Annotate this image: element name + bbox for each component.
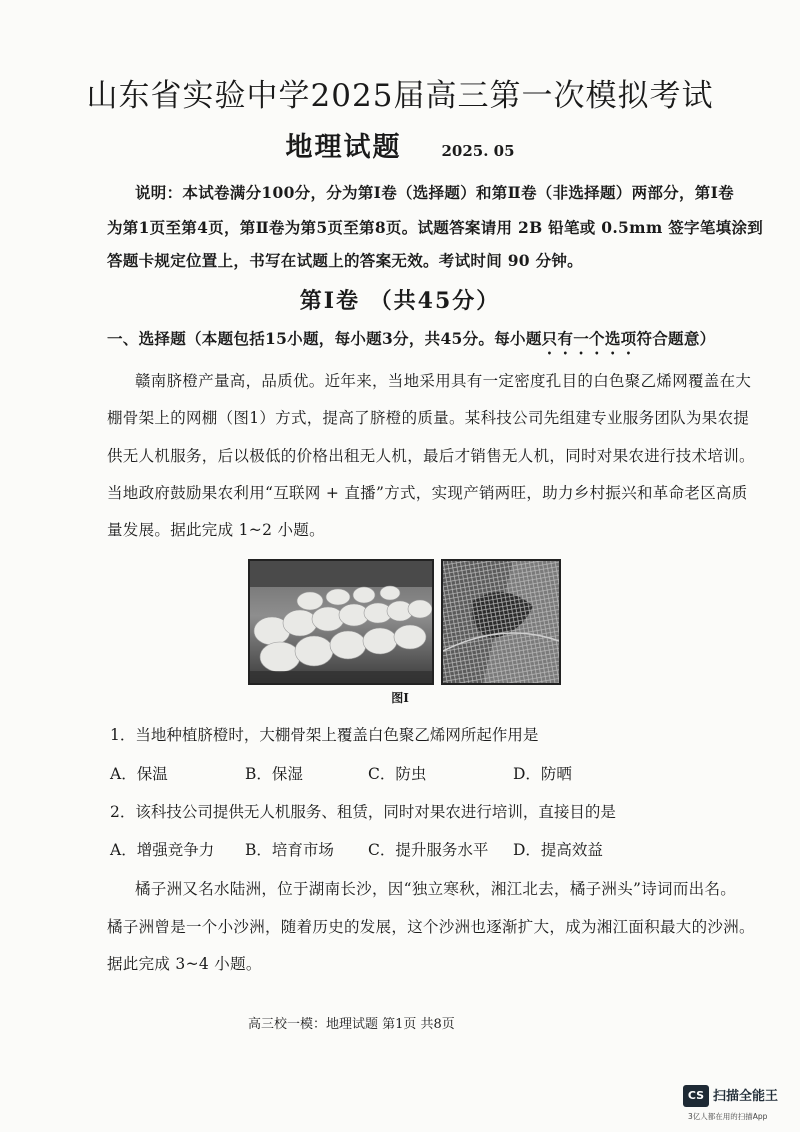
- question-2-stem: 2．该科技公司提供无人机服务、租赁，同时对果农进行培训，直接目的是: [110, 803, 616, 821]
- net-closeup-photo: [441, 559, 561, 685]
- passage2-line-2: 橘子洲曾是一个小沙洲，随着历史的发展，这个沙洲也逐渐扩大，成为湘江面积最大的沙洲。: [107, 918, 755, 936]
- page-footer: 高三校一模：地理试题 第1页 共8页: [248, 1017, 455, 1032]
- instructions-line-3: 答题卡规定位置上，书写在试题上的答案无效。考试时间 90 分钟。: [107, 251, 583, 270]
- question-1-option-c: C．防虫: [368, 765, 427, 783]
- question-1-option-d: D．防晒: [513, 765, 572, 783]
- section-heading-suffix: 符合题意）: [636, 329, 716, 348]
- passage1-line-2: 棚骨架上的网棚（图1）方式，提高了脐橙的质量。某科技公司先组建专业服务团队为果农提: [107, 409, 750, 427]
- passage2-line-3: 据此完成 3~4 小题。: [107, 955, 262, 973]
- passage1-line-1: 赣南脐橙产量高，品质优。近年来，当地采用具有一定密度孔目的白色聚乙烯网覆盖在大: [135, 372, 752, 390]
- question-1-option-a: A．保温: [110, 765, 168, 783]
- scanner-logo: CS: [683, 1085, 709, 1107]
- instructions-line-1: 说明：本试卷满分100分，分为第Ⅰ卷（选择题）和第Ⅱ卷（非选择题）两部分，第Ⅰ卷: [135, 183, 734, 202]
- question-2-option-c: C．提升服务水平: [368, 841, 489, 859]
- passage1-line-4: 当地政府鼓励果农利用“互联网 + 直播”方式，实现产销两旺，助力乡村振兴和革命老区高质: [107, 484, 748, 502]
- question-2-option-a: A．增强竞争力: [110, 841, 215, 859]
- subject-row: [0, 125, 800, 164]
- section-heading-emphasis: 只有一个选项: [541, 329, 637, 348]
- exam-title: 山东省实验中学2025届高三第一次模拟考试: [86, 78, 714, 114]
- passage1-line-5: 量发展。据此完成 1~2 小题。: [107, 521, 325, 539]
- passage2-line-1: 橘子洲又名水陆洲，位于湖南长沙，因“独立寒秋，湘江北去，橘子洲头”诗词而出名。: [135, 880, 737, 898]
- scanner-brand: 扫描全能王: [713, 1089, 779, 1104]
- exam-date: 2025. 05: [441, 142, 515, 160]
- question-2-option-d: D．提高效益: [513, 841, 603, 859]
- figure-caption: 图Ⅰ: [391, 691, 409, 705]
- scanner-tagline: 3亿人都在用的扫描App: [688, 1112, 768, 1121]
- question-1-option-b: B．保湿: [245, 765, 303, 783]
- section-heading-prefix: 一、选择题（本题包括15小题，每小题3分，共45分。每小题: [107, 329, 542, 348]
- question-2-option-b: B．培育市场: [245, 841, 334, 859]
- orchard-net-photo: [248, 559, 434, 685]
- instructions-line-2: 为第1页至第4页，第Ⅱ卷为第5页至第8页。试题答案请用 2B 铅笔或 0.5mm 签字笔填涂到: [107, 218, 764, 237]
- section-heading: [107, 327, 715, 358]
- section-title: 第Ⅰ卷 （共45分）: [299, 288, 501, 314]
- passage1-line-3: 供无人机服务，后以极低的价格出租无人机，最后才销售无人机，同时对果农进行技术培训。: [107, 447, 755, 465]
- question-1-stem: 1．当地种植脐橙时，大棚骨架上覆盖白色聚乙烯网所起作用是: [110, 726, 539, 744]
- subject-title: 地理试题: [285, 132, 402, 163]
